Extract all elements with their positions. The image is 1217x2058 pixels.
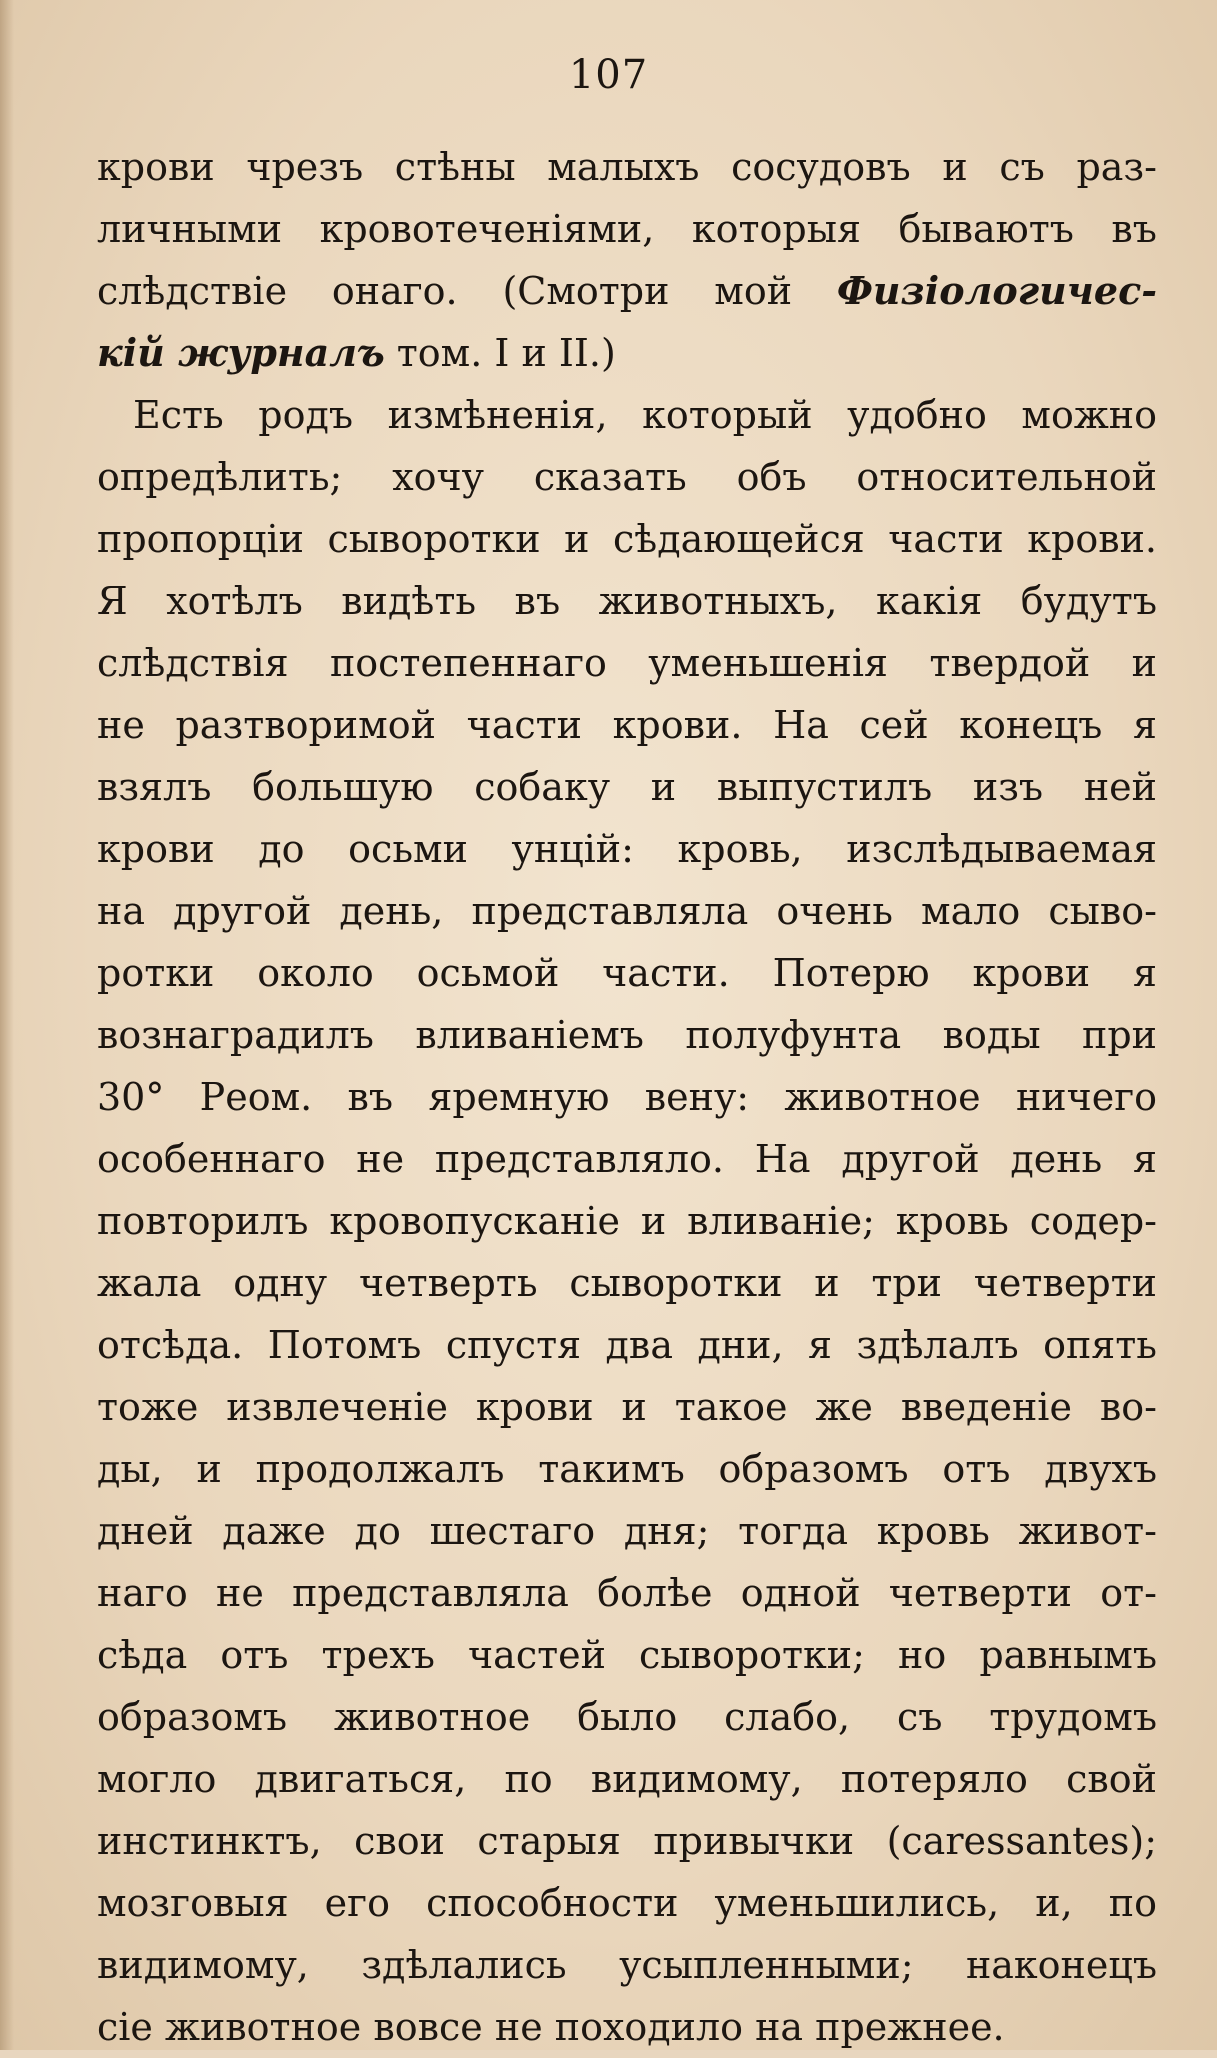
page-number: 107 [568,52,649,98]
text-line: крови чрезъ стѣны малыхъ сосудовъ и съ раз- [97,145,1157,189]
text-line: личными кровотеченіями, которыя бываютъ въ [97,207,1157,251]
text-line: слѣдствія постепеннаго уменьшенія твердой и [97,641,1157,685]
text-segment: том. I и II.) [384,331,616,375]
text-line: тоже извлеченіе крови и такое же введеніе во- [97,1385,1157,1429]
text-line: крови до осьми унцій: кровь, изслѣдываемая [97,827,1157,871]
text-line: сѣда отъ трехъ частей сыворотки; но равнымъ [97,1633,1157,1677]
text-line: опредѣлить; хочу сказать объ относительной [97,455,1157,499]
text-segment: слѣдствіе онаго. (Смотри мой [97,269,837,313]
text-line: особеннаго не представляло. На другой день я [97,1137,1157,1181]
italic-title: Физіологичес- [836,268,1157,313]
text-line: видимому, здѣлались усыпленными; наконецъ [97,1943,1157,1987]
text-line: наго не представляла болѣе одной четверти от- [97,1571,1157,1615]
text-line: вознаградилъ вливаніемъ полуфунта воды при [97,1013,1157,1057]
text-line: сіе животное вовсе не походило на прежнее. [97,2005,1005,2049]
text-line: ды, и продолжалъ такимъ образомъ отъ двухъ [97,1447,1157,1491]
text-line [97,322,1157,384]
text-line [97,260,1157,322]
text-line: могло двигаться, по видимому, потеряло свой [97,1757,1157,1801]
body-text [97,136,1157,2058]
text-line: отсѣда. Потомъ спустя два дни, я здѣлалъ опять [97,1323,1157,1367]
text-line: жала одну четверть сыворотки и три четверти [97,1261,1157,1305]
text-line: на другой день, представляла очень мало сыво- [97,889,1157,933]
text-line: мозговыя его способности уменьшились, и, по [97,1881,1157,1925]
text-line: повторилъ кровопусканіе и вливаніе; кровь содер- [97,1199,1157,1243]
text-line: не разтворимой части крови. На сей конецъ я [97,703,1157,747]
text-line: пропорціи сыворотки и сѣдающейся части крови. [97,517,1157,561]
text-line: образомъ животное было слабо, съ трудомъ [97,1695,1157,1739]
text-line: взялъ большую собаку и выпустилъ изъ ней [97,765,1157,809]
italic-title: кій журналъ [97,330,385,375]
text-line: дней даже до шестаго дня; тогда кровь живот- [97,1509,1157,1553]
text-line: инстинктъ, свои старыя привычки (caressantes); [97,1819,1157,1863]
text-line: Есть родъ измѣненія, который удобно можно [133,393,1157,437]
text-line: ротки около осьмой части. Потерю крови я [97,951,1157,995]
page-binding-shadow [0,0,14,2050]
text-line: 30° Реом. въ яремную вену: животное ничего [97,1075,1157,1119]
text-line: Я хотѣлъ видѣть въ животныхъ, какія будутъ [97,579,1157,623]
